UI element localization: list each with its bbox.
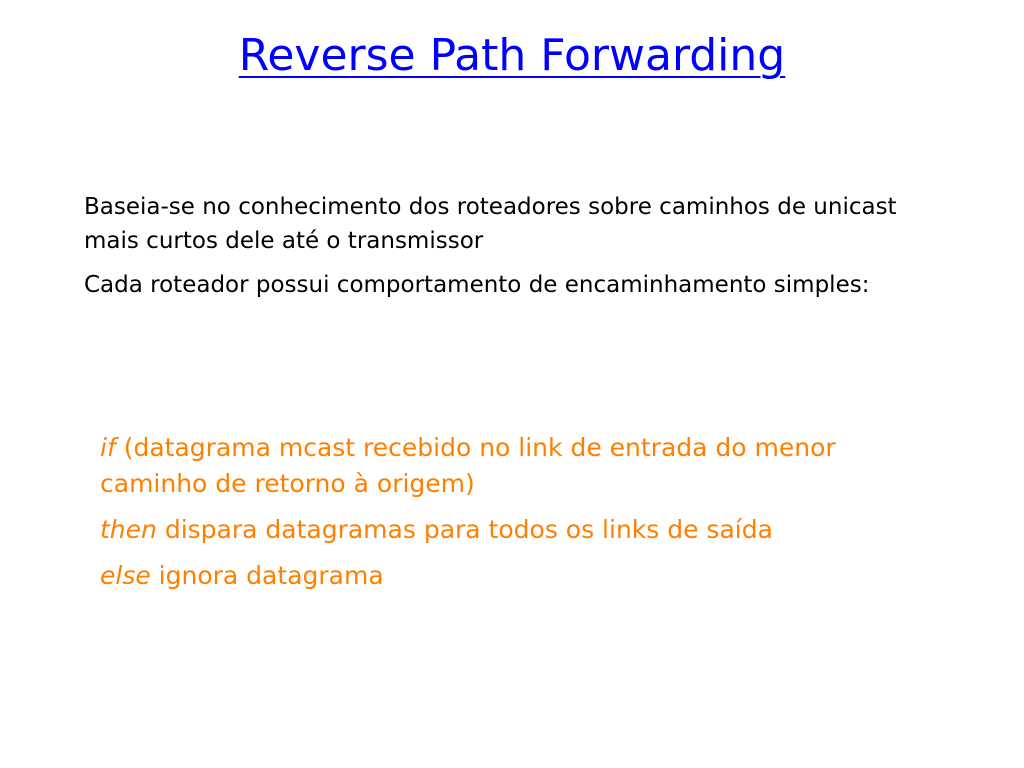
pseudocode-then-line [100, 512, 940, 548]
pseudocode-block [100, 430, 940, 604]
pseudocode-if-line [100, 430, 940, 502]
then-keyword: then [100, 515, 157, 544]
pseudocode-else-line [100, 558, 940, 594]
if-condition-text: (datagrama mcast recebido no link de entrada do menor caminho de retorno à origem) [100, 433, 836, 498]
slide-title: Reverse Path Forwarding [238, 30, 786, 81]
bullet-item [58, 268, 958, 302]
bullet-item [58, 190, 958, 258]
if-keyword: if [100, 433, 116, 462]
bullet-text: Baseia-se no conhecimento dos roteadores sobre caminhos de unicast mais curtos dele até o transmissor [84, 194, 897, 254]
bullet-list [58, 190, 958, 312]
else-action-text: ignora datagrama [150, 561, 384, 590]
else-keyword: else [100, 561, 151, 590]
then-action-text: dispara datagramas para todos os links de saída [156, 515, 773, 544]
bullet-text: Cada roteador possui comportamento de encaminhamento simples: [84, 272, 870, 298]
